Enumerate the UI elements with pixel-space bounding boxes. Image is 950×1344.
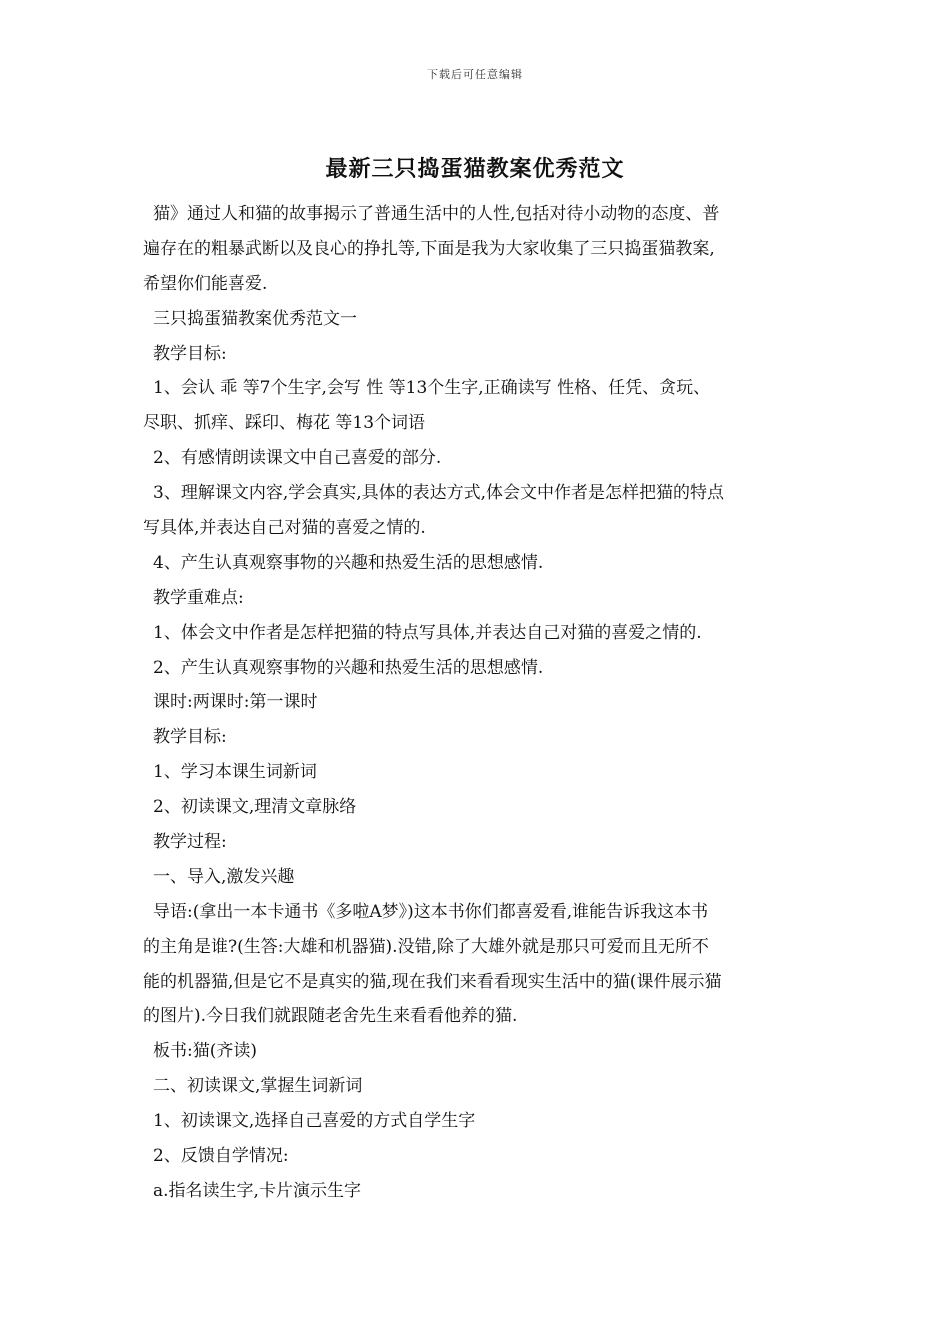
section-heading: 教学目标: bbox=[153, 727, 227, 748]
paragraph-line: 猫》通过人和猫的故事揭示了普通生活中的人性,包括对待小动物的态度、普 bbox=[153, 204, 720, 224]
paragraph-line: 1、体会文中作者是怎样把猫的特点写具体,并表达自己对猫的喜爱之情的. bbox=[153, 622, 702, 643]
paragraph-line: 希望你们能喜爱. bbox=[143, 273, 268, 294]
paragraph-line: 1、学习本课生词新词 bbox=[153, 762, 317, 783]
paragraph-line: 导语:(拿出一本卡通书《多啦A梦》)这本书你们都喜爱看,谁能告诉我这本书 bbox=[153, 901, 709, 922]
paragraph-line: 遍存在的粗暴武断以及良心的挣扎等,下面是我为大家收集了三只捣蛋猫教案, bbox=[143, 238, 715, 259]
document-title: 最新三只捣蛋猫教案优秀范文 bbox=[325, 156, 625, 182]
section-heading: 教学目标: bbox=[153, 343, 227, 364]
paragraph-line: 1、初读课文,选择自己喜爱的方式自学生字 bbox=[153, 1111, 476, 1132]
paragraph-line: 3、理解课文内容,学会真实,具体的表达方式,体会文中作者是怎样把猫的特点 bbox=[153, 483, 725, 504]
paragraph-line: 二、初读课文,掌握生词新词 bbox=[153, 1076, 363, 1097]
paragraph-line: 尽职、抓痒、踩印、梅花 等13个词语 bbox=[143, 413, 426, 434]
section-heading: 教学重难点: bbox=[153, 587, 244, 608]
paragraph-line: 2、产生认真观察事物的兴趣和热爱生活的思想感情. bbox=[153, 657, 544, 678]
document-body bbox=[143, 197, 823, 1209]
paragraph-line: 2、有感情朗读课文中自己喜爱的部分. bbox=[153, 448, 442, 469]
paragraph-line: 能的机器猫,但是它不是真实的猫,现在我们来看看现实生活中的猫(课件展示猫 bbox=[143, 971, 722, 992]
header-note: 下载后可任意编辑 bbox=[427, 68, 523, 81]
paragraph-line: 板书:猫(齐读) bbox=[153, 1041, 257, 1062]
section-heading: 教学过程: bbox=[153, 832, 227, 853]
paragraph-line: 一、导入,激发兴趣 bbox=[153, 866, 295, 887]
paragraph-line: 写具体,并表达自己对猫的喜爱之情的. bbox=[143, 518, 426, 539]
paragraph-line: 课时:两课时:第一课时 bbox=[153, 692, 318, 713]
paragraph-line: a.指名读生字,卡片演示生字 bbox=[153, 1180, 361, 1201]
paragraph-line: 的图片).今日我们就跟随老舍先生来看看他养的猫. bbox=[143, 1006, 518, 1027]
paragraph-line: 4、产生认真观察事物的兴趣和热爱生活的思想感情. bbox=[153, 552, 544, 573]
paragraph-line: 的主角是谁?(生答:大雄和机器猫).没错,除了大雄外就是那只可爱而且无所不 bbox=[143, 936, 709, 957]
paragraph-line: 1、会认 乖 等7个生字,会写 性 等13个生字,正确读写 性格、任凭、贪玩、 bbox=[153, 378, 711, 399]
paragraph-line: 2、初读课文,理清文章脉络 bbox=[153, 797, 357, 818]
paragraph-line: 2、反馈自学情况: bbox=[153, 1146, 289, 1167]
section-heading: 三只捣蛋猫教案优秀范文一 bbox=[153, 308, 357, 329]
